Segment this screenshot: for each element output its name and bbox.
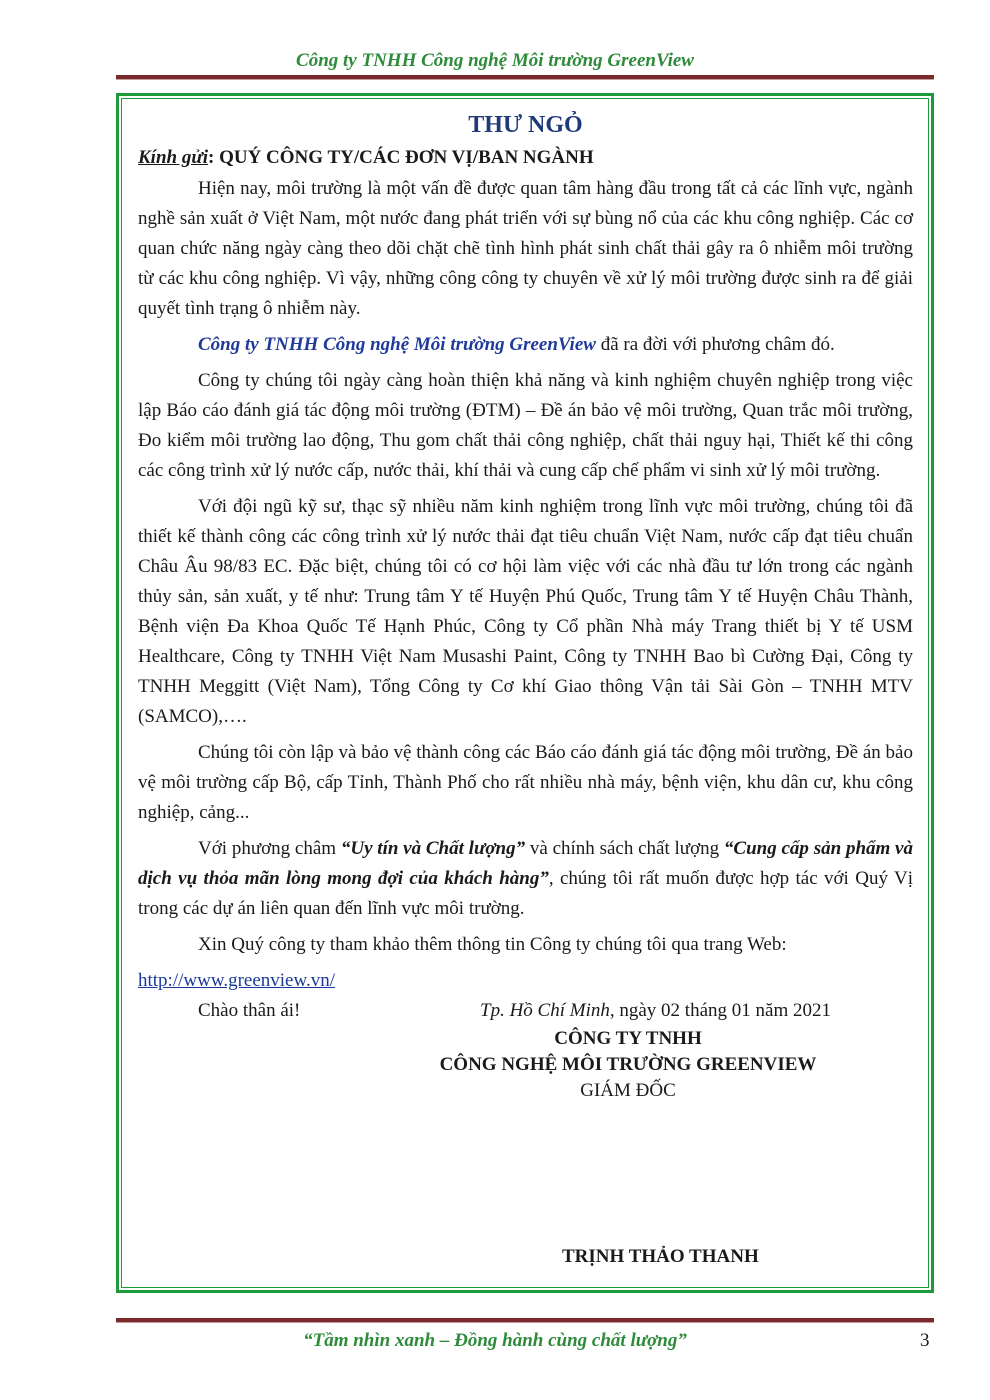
signature-role: GIÁM ĐỐC: [580, 1080, 676, 1101]
paragraph-6: [138, 834, 913, 924]
paragraph-5: Chúng tôi còn lập và bảo vệ thành công các Báo cáo đánh giá tác động môi trường, Đề án bảo vệ môi trường cấp Bộ, cấp Tỉnh, Thành Phố cho rất nhiều nhà máy, bệnh viện, khu dân cư, khu công nghiệp, cảng...: [138, 742, 913, 823]
closing-row: [138, 996, 913, 1026]
footer-divider: [116, 1318, 934, 1323]
greeting: Chào thân ái!: [198, 1000, 301, 1021]
letter-title: THƯ NGỎ: [468, 112, 583, 138]
signature-company-line-2: CÔNG NGHỆ MÔI TRƯỜNG GREENVIEW: [439, 1054, 817, 1075]
place-date: [480, 996, 831, 1026]
paragraph-6-text-b: và chính sách chất lượng: [525, 838, 724, 859]
paragraph-7: Xin Quý công ty tham khảo thêm thông tin Công ty chúng tôi qua trang Web:: [198, 934, 787, 955]
paragraph-6-text-a: Với phương châm: [198, 838, 341, 859]
policy-quote: “Cung cấp sản phẩm và dịch vụ thỏa mãn lòng mong đợi của khách hàng”: [138, 838, 913, 889]
paragraph-2-text: đã ra đời với phương châm đó.: [595, 334, 835, 355]
paragraph-3: Công ty chúng tôi ngày càng hoàn thiện khả năng và kinh nghiệm chuyên nghiệp trong việc lập Báo cáo đánh giá tác động môi trường (ĐTM) – Đề án bảo vệ môi trường, Quan trắc môi trường, Đo kiểm môi trường lao động, Thu gom chất thải công nghiệp, chất thải nguy hại, Thiết kế thi công các công trình xử lý nước cấp, nước thải, khí thải và cung cấp chế phẩm vi sinh xử lý môi trường.: [138, 370, 913, 481]
letter-body: [138, 108, 913, 1104]
paragraph-1: Hiện nay, môi trường là một vấn đề được quan tâm hàng đầu trong tất cả các lĩnh vực, ngành nghề sản xuất ở Việt Nam, một nước đang phát triển với sự bùng nổ của các khu công nghiệp. Các cơ quan chức năng ngày càng theo dõi chặt chẽ tình hình phát sinh chất thải gây ra ô nhiễm môi trường từ các khu công nghiệp. Vì vậy, những công công ty chuyên về xử lý môi trường được sinh ra để giải quyết tình trạng ô nhiễm này.: [138, 178, 913, 319]
page-number: 3: [920, 1330, 930, 1351]
header-divider: [116, 75, 934, 80]
paragraph-2: [138, 330, 913, 360]
header-company-name: Công ty TNHH Công nghệ Môi trường GreenView: [296, 50, 694, 71]
salutation-recipient: QUÝ CÔNG TY/CÁC ĐƠN VỊ/BAN NGÀNH: [214, 147, 594, 168]
motto-quote: “Uy tín và Chất lượng”: [340, 838, 526, 859]
footer-motto: “Tầm nhìn xanh – Đồng hành cùng chất lượng”: [303, 1330, 687, 1351]
signer-name: TRỊNH THẢO THANH: [562, 1246, 759, 1267]
salutation: [138, 142, 913, 174]
company-name-highlight: Công ty TNHH Công nghệ Môi trường GreenView: [198, 334, 596, 355]
place: Tp. Hồ Chí Minh: [480, 1000, 610, 1021]
paragraph-4: Với đội ngũ kỹ sư, thạc sỹ nhiều năm kinh nghiệm trong lĩnh vực môi trường, chúng tôi đã thiết kế thành công các công trình xử lý nước thải đạt tiêu chuẩn Việt Nam, nước cấp đạt tiêu chuẩn Châu Âu 98/83 EC. Đặc biệt, chúng tôi có cơ hội làm việc với các nhà đầu tư lớn trong các ngành thủy sản, sản xuất, y tế như: Trung tâm Y tế Huyện Phú Quốc, Trung tâm Y tế Huyện Châu Thành, Bệnh viện Đa Khoa Quốc Tế Hạnh Phúc, Công ty Cổ phần Nhà máy Trang thiết bị Y tế USM Healthcare, Công ty TNHH Việt Nam Musashi Paint, Công ty TNHH Bao bì Cường Đại, Công ty TNHH Meggitt (Việt Nam), Tổng Công ty Cơ khí Giao thông Vận tải Sài Gòn – TNHH MTV (SAMCO),….: [138, 496, 913, 727]
salutation-label: Kính gửi: [138, 147, 208, 168]
signature-company-line-1: CÔNG TY TNHH: [554, 1028, 702, 1049]
website-link[interactable]: http://www.greenview.vn/: [138, 970, 335, 991]
date: , ngày 02 tháng 01 năm 2021: [609, 1000, 831, 1021]
signature-block: [388, 1026, 868, 1104]
salutation-separator: :: [208, 147, 215, 168]
paragraph-6-text-c: , chúng tôi rất muốn được hợp tác với Quý Vị trong các dự án liên quan đến lĩnh vực môi trường.: [138, 868, 913, 919]
